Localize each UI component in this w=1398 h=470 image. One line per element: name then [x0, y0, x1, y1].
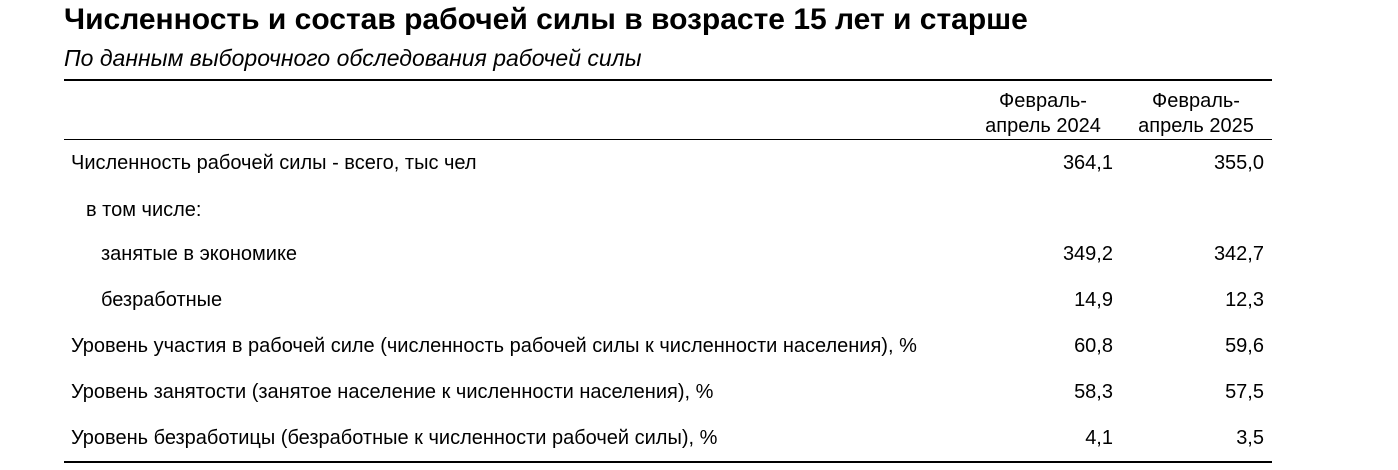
value-2024: 14,9	[1074, 289, 1113, 311]
table-row	[64, 331, 1272, 361]
value-2025: 12,3	[1225, 289, 1264, 311]
table-row	[64, 148, 1272, 178]
row-label: в том числе:	[86, 199, 202, 221]
header-rule	[64, 139, 1272, 140]
row-label: Уровень участия в рабочей силе (численность рабочей силы к численности населения), %	[71, 335, 917, 357]
column-header-2025	[1120, 89, 1272, 139]
top-rule	[64, 79, 1272, 81]
table-title: Численность и состав рабочей силы в возрасте 15 лет и старше	[64, 3, 1028, 36]
value-2024: 58,3	[1074, 381, 1113, 403]
value-2025: 342,7	[1213, 243, 1264, 265]
column-header-2025-line2: апрель 2025	[1138, 115, 1254, 137]
value-2025: 57,5	[1225, 381, 1264, 403]
row-label: Численность рабочей силы - всего, тыс чел	[71, 152, 477, 174]
bottom-rule	[64, 461, 1272, 463]
table-row	[64, 423, 1272, 453]
row-label: безработные	[101, 289, 223, 311]
table-row	[64, 285, 1272, 315]
column-header-2025-line1: Февраль-	[1152, 90, 1240, 112]
value-2025: 355,0	[1213, 152, 1264, 174]
value-2024: 60,8	[1074, 335, 1113, 357]
column-header-2024-line1: Февраль-	[999, 90, 1087, 112]
table-row	[64, 239, 1272, 269]
value-2024: 349,2	[1062, 243, 1113, 265]
row-label: Уровень безработицы (безработные к численности рабочей силы), %	[71, 427, 718, 449]
value-2025: 59,6	[1225, 335, 1264, 357]
row-label: занятые в экономике	[101, 243, 298, 265]
table-subtitle: По данным выборочного обследования рабочей силы	[64, 45, 642, 71]
row-label: Уровень занятости (занятое население к численности населения), %	[71, 381, 714, 403]
value-2024: 364,1	[1062, 152, 1113, 174]
value-2024: 4,1	[1085, 427, 1113, 449]
column-header-2024	[968, 89, 1118, 139]
table-row	[64, 195, 1272, 225]
value-2025: 3,5	[1236, 427, 1264, 449]
column-header-2024-line2: апрель 2024	[985, 115, 1101, 137]
table-row	[64, 377, 1272, 407]
